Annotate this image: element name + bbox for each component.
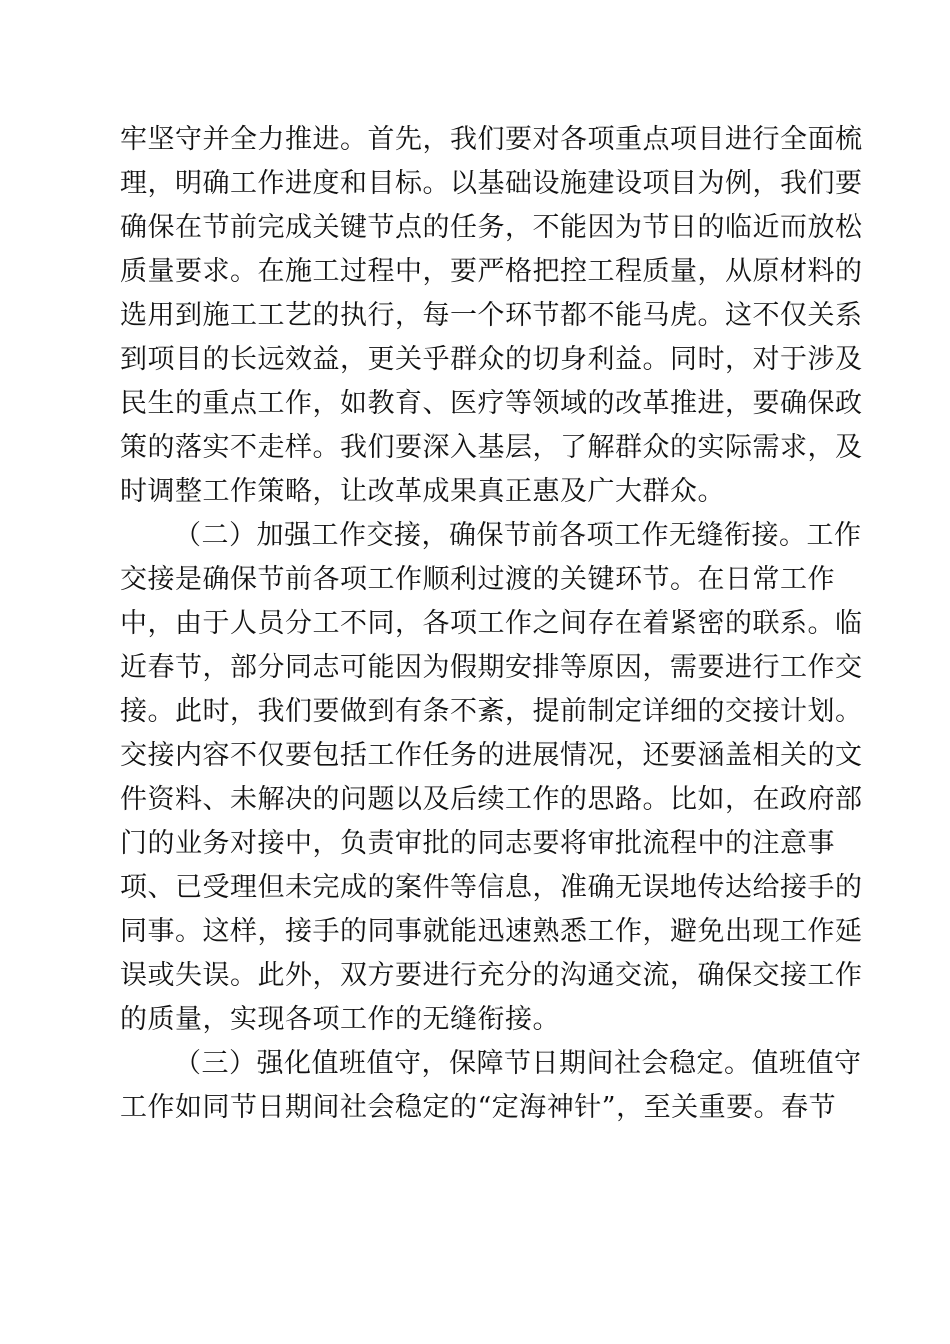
text-line: 选用到施工工艺的执行，每一个环节都不能马虎。这不仅关系 xyxy=(120,300,863,331)
text-line: 项、已受理但未完成的案件等信息，准确无误地传达给接手的 xyxy=(120,872,863,903)
text-line: 的质量，实现各项工作的无缝衔接。 xyxy=(120,1004,560,1035)
text-line: 件资料、未解决的问题以及后续工作的思路。比如，在政府部 xyxy=(120,784,863,815)
text-line: 质量要求。在施工过程中，要严格把控工程质量，从原材料的 xyxy=(120,256,863,287)
text-line: 理，明确工作进度和目标。以基础设施建设项目为例，我们要 xyxy=(120,168,863,199)
text-line: 策的落实不走样。我们要深入基层，了解群众的实际需求，及 xyxy=(120,432,863,463)
text-line: 近春节，部分同志可能因为假期安排等原因，需要进行工作交 xyxy=(120,652,863,683)
text-line: 中，由于人员分工不同，各项工作之间存在着紧密的联系。临 xyxy=(120,608,863,639)
text-line: 牢坚守并全力推进。首先，我们要对各项重点项目进行全面梳 xyxy=(120,124,863,155)
section-heading-line: （三）强化值班值守，保障节日期间社会稳定。值班值守 xyxy=(174,1048,862,1079)
text-line: 到项目的长远效益，更关乎群众的切身利益。同时，对于涉及 xyxy=(120,344,863,375)
text-line: 同事。这样，接手的同事就能迅速熟悉工作，避免出现工作延 xyxy=(120,916,863,947)
text-line: 门的业务对接中，负责审批的同志要将审批流程中的注意事 xyxy=(120,828,835,859)
text-line: 民生的重点工作，如教育、医疗等领域的改革推进，要确保政 xyxy=(120,388,863,419)
text-line: 误或失误。此外，双方要进行充分的沟通交流，确保交接工作 xyxy=(120,960,863,991)
text-line: 接。此时，我们要做到有条不紊，提前制定详细的交接计划。 xyxy=(120,696,863,727)
body-text xyxy=(120,118,863,1130)
text-line: 确保在节前完成关键节点的任务，不能因为节日的临近而放松 xyxy=(120,212,863,243)
text-line: 时调整工作策略，让改革成果真正惠及广大群众。 xyxy=(120,476,725,507)
text-line: 交接内容不仅要包括工作任务的进展情况，还要涵盖相关的文 xyxy=(120,740,863,771)
text-line: 工作如同节日期间社会稳定的“定海神针”，至关重要。春节 xyxy=(120,1092,837,1123)
section-heading-line: （二）加强工作交接，确保节前各项工作无缝衔接。工作 xyxy=(174,520,862,551)
text-line: 交接是确保节前各项工作顺利过渡的关键环节。在日常工作 xyxy=(120,564,835,595)
